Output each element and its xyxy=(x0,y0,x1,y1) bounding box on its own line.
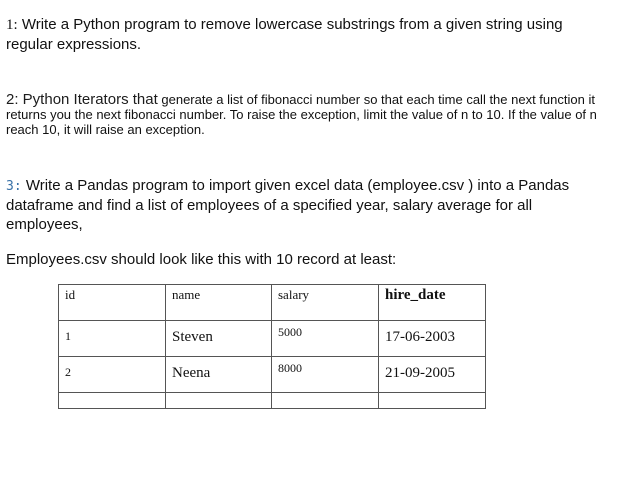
table-row xyxy=(59,321,486,357)
question-1 xyxy=(6,15,606,55)
cell-id-value: 1 xyxy=(65,329,71,343)
cell-name xyxy=(166,357,272,393)
cell-name-value: Steven xyxy=(172,329,213,345)
question-2-number: 2 xyxy=(6,91,15,108)
header-cell-hire-date xyxy=(379,285,486,321)
table-header-row xyxy=(59,285,486,321)
header-name: name xyxy=(172,287,201,302)
cell-hire-date-value: 21-09-2005 xyxy=(385,365,455,381)
cell-hire-date-value: 17-06-2003 xyxy=(385,329,455,345)
header-hire-date: hire_date xyxy=(385,287,446,303)
cell-salary-value: 8000 xyxy=(278,361,302,375)
header-cell-id xyxy=(59,285,166,321)
csv-note: Employees.csv should look like this with 10 record at least: xyxy=(6,251,397,268)
question-1-number: 1 xyxy=(6,17,14,33)
empty-cell xyxy=(166,393,272,409)
cell-name xyxy=(166,321,272,357)
cell-id xyxy=(59,321,166,357)
cell-salary xyxy=(272,357,379,393)
header-salary: salary xyxy=(278,287,310,302)
question-1-separator: : xyxy=(13,17,18,33)
empty-cell xyxy=(379,393,486,409)
question-3-number: 3: xyxy=(6,179,22,194)
cell-salary xyxy=(272,321,379,357)
cell-hire-date xyxy=(379,357,486,393)
cell-id xyxy=(59,357,166,393)
question-2-text: generate a list of fibonacci number so that each time call the next function it returns you the next fibonacci number. To raise the exception, limit the value of n to 10. If the value of n reach 10, it will raise an exception. xyxy=(6,92,597,137)
empty-cell xyxy=(59,393,166,409)
cell-salary-value: 5000 xyxy=(278,325,302,339)
question-1-text: Write a Python program to remove lowercase substrings from a given string using regular expressions. xyxy=(6,16,563,53)
cell-name-value: Neena xyxy=(172,365,211,381)
header-cell-name xyxy=(166,285,272,321)
table-empty-row xyxy=(59,393,486,409)
header-cell-salary xyxy=(272,285,379,321)
employee-table xyxy=(58,284,486,409)
table-row xyxy=(59,357,486,393)
question-3-text: Write a Pandas program to import given excel data (employee.csv ) into a Pandas dataframe and find a list of employees of a specified year, salary average for all employees, xyxy=(6,177,570,233)
empty-cell xyxy=(272,393,379,409)
question-2-lead: : Python Iterators that xyxy=(14,91,158,108)
question-2 xyxy=(6,92,606,137)
header-id: id xyxy=(65,287,76,302)
question-3 xyxy=(6,176,606,234)
cell-hire-date xyxy=(379,321,486,357)
cell-id-value: 2 xyxy=(65,365,71,379)
